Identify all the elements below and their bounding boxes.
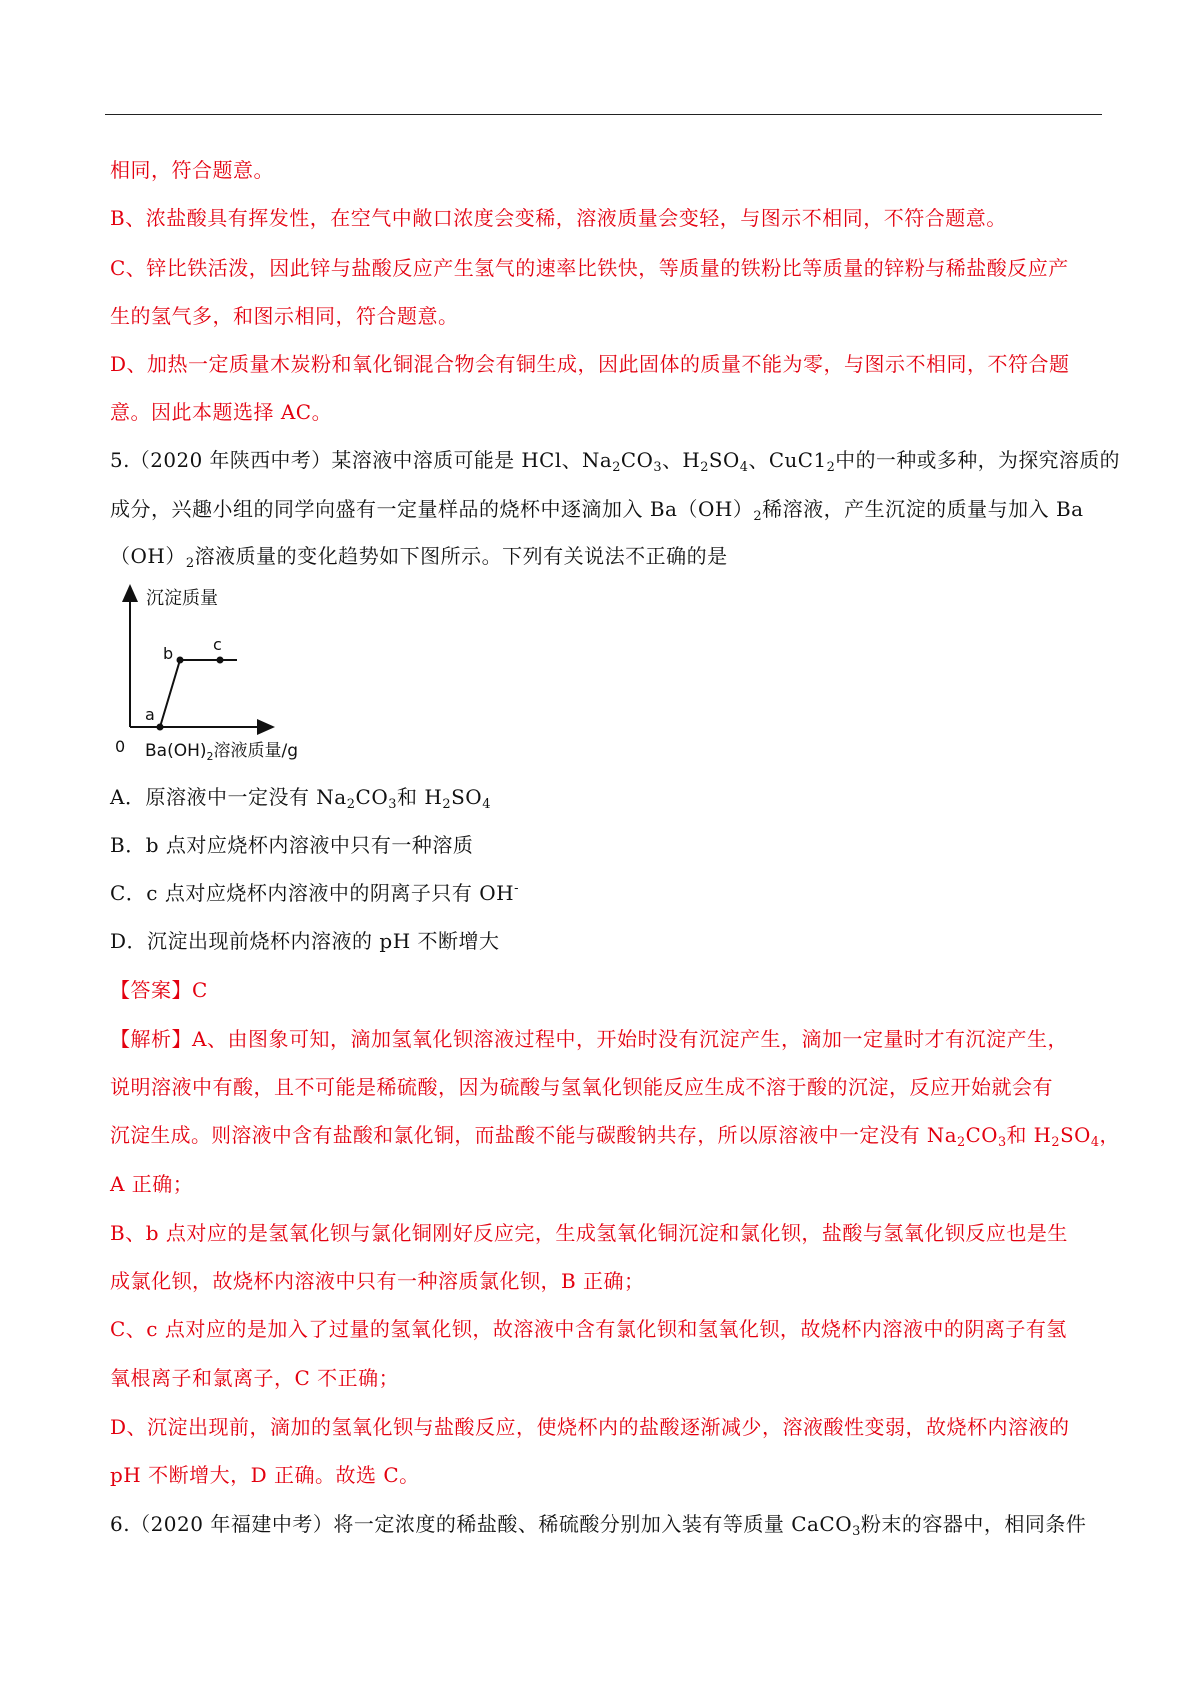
point-b-label: b bbox=[163, 644, 174, 663]
q5-stem-line3: $(OH)_2$溶液质量的变化趋势如下图所示。下列有关说法不正确的是 bbox=[110, 544, 728, 571]
q5-option-c: C．c 点对应烧杯内溶液中的阴离子只有 OH- bbox=[110, 881, 519, 905]
analysis-line5: B、b 点对应的是氢氧化钡与氯化铜刚好反应完，生成氢氧化铜沉淀和氯化钡，盐酸与氢氧化钡反应也是生 bbox=[110, 1221, 1068, 1245]
analysis-line3: 沉淀生成。则溶液中含有盐酸和氯化铜，而盐酸不能与碳酸钠共存，所以原溶液中一定没有 $Na_2CO_3$和 $H_2SO_4$， bbox=[110, 1123, 1120, 1150]
expl4-option-c-line1: C、锌比铁活泼，因此锌与盐酸反应产生氢气的速率比铁快，等质量的铁粉比等质量的锌粉与稀盐酸反应产 bbox=[110, 256, 1069, 280]
expl4-option-b: B、浓盐酸具有挥发性，在空气中敞口浓度会变稀，溶液质量会变轻，与图示不相同，不符合题意。 bbox=[110, 206, 1007, 230]
point-c-label: c bbox=[213, 635, 222, 654]
header-rule bbox=[105, 114, 1102, 115]
expl4-option-c-line2: 生的氢气多，和图示相同，符合题意。 bbox=[110, 304, 459, 328]
q6-stem-line1: 6.（2020 年福建中考）将一定浓度的稀盐酸、稀硫酸分别加入装有等质量 CaCO$_3$粉末的容器中，相同条件 bbox=[110, 1512, 1087, 1539]
analysis-line8: 氧根离子和氯离子，C 不正确； bbox=[110, 1366, 400, 1390]
point-b-dot bbox=[177, 657, 184, 664]
q5-option-a: A．原溶液中一定没有 $Na_2CO_3$和 $H_2SO_4$ bbox=[110, 785, 491, 812]
origin-label: 0 bbox=[115, 737, 126, 756]
q5-option-d: D．沉淀出现前烧杯内溶液的 pH 不断增大 bbox=[110, 929, 500, 953]
expl4-option-d-line2: 意。因此本题选择 AC。 bbox=[110, 400, 333, 424]
y-axis-label: 沉淀质量 bbox=[146, 588, 218, 609]
q5-answer: 【答案】C bbox=[110, 978, 208, 1002]
x-axis-label: $Ba(OH)_2$溶液质量/g bbox=[145, 741, 299, 763]
expl4-a-tail: 相同，符合题意。 bbox=[110, 158, 274, 182]
analysis-line7: C、c 点对应的是加入了过量的氢氧化钡，故溶液中含有氯化钡和氢氧化钡，故烧杯内溶液中的阴离子有氢 bbox=[110, 1317, 1067, 1341]
q5-stem-line2: 成分，兴趣小组的同学向盛有一定量样品的烧杯中逐滴加入 $Ba(OH)_2$稀溶液，产生沉淀的质量与加入 Ba bbox=[110, 497, 1084, 524]
q5-precipitate-graph bbox=[105, 582, 345, 772]
q5-stem-line1: 5.（2020 年陕西中考）某溶液中溶质可能是 HCl、$Na_2CO_3$、$H_2SO_4$、$CuC1_2$中的一种或多种，为探究溶质的 bbox=[110, 448, 1121, 475]
curve-line bbox=[160, 660, 237, 727]
point-c-dot bbox=[217, 657, 224, 664]
analysis-line2: 说明溶液中有酸，且不可能是稀硫酸，因为硫酸与氢氧化钡能反应生成不溶于酸的沉淀，反应开始就会有 bbox=[110, 1075, 1053, 1099]
point-a-label: a bbox=[145, 705, 155, 724]
expl4-option-d-line1: D、加热一定质量木炭粉和氧化铜混合物会有铜生成，因此固体的质量不能为零，与图示不相同，不符合题 bbox=[110, 352, 1070, 376]
point-a-dot bbox=[157, 724, 164, 731]
analysis-line10: pH 不断增大，D 正确。故选 C。 bbox=[110, 1463, 420, 1487]
analysis-line1: 【解析】A、由图象可知，滴加氢氧化钡溶液过程中，开始时没有沉淀产生，滴加一定量时才有沉淀产生， bbox=[110, 1027, 1068, 1051]
analysis-line9: D、沉淀出现前，滴加的氢氧化钡与盐酸反应，使烧杯内的盐酸逐渐减少，溶液酸性变弱，故烧杯内溶液的 bbox=[110, 1415, 1070, 1439]
analysis-line6: 成氯化钡，故烧杯内溶液中只有一种溶质氯化钡，B 正确； bbox=[110, 1269, 645, 1293]
analysis-line4: A 正确； bbox=[110, 1172, 194, 1196]
q5-option-b: B．b 点对应烧杯内溶液中只有一种溶质 bbox=[110, 833, 474, 857]
